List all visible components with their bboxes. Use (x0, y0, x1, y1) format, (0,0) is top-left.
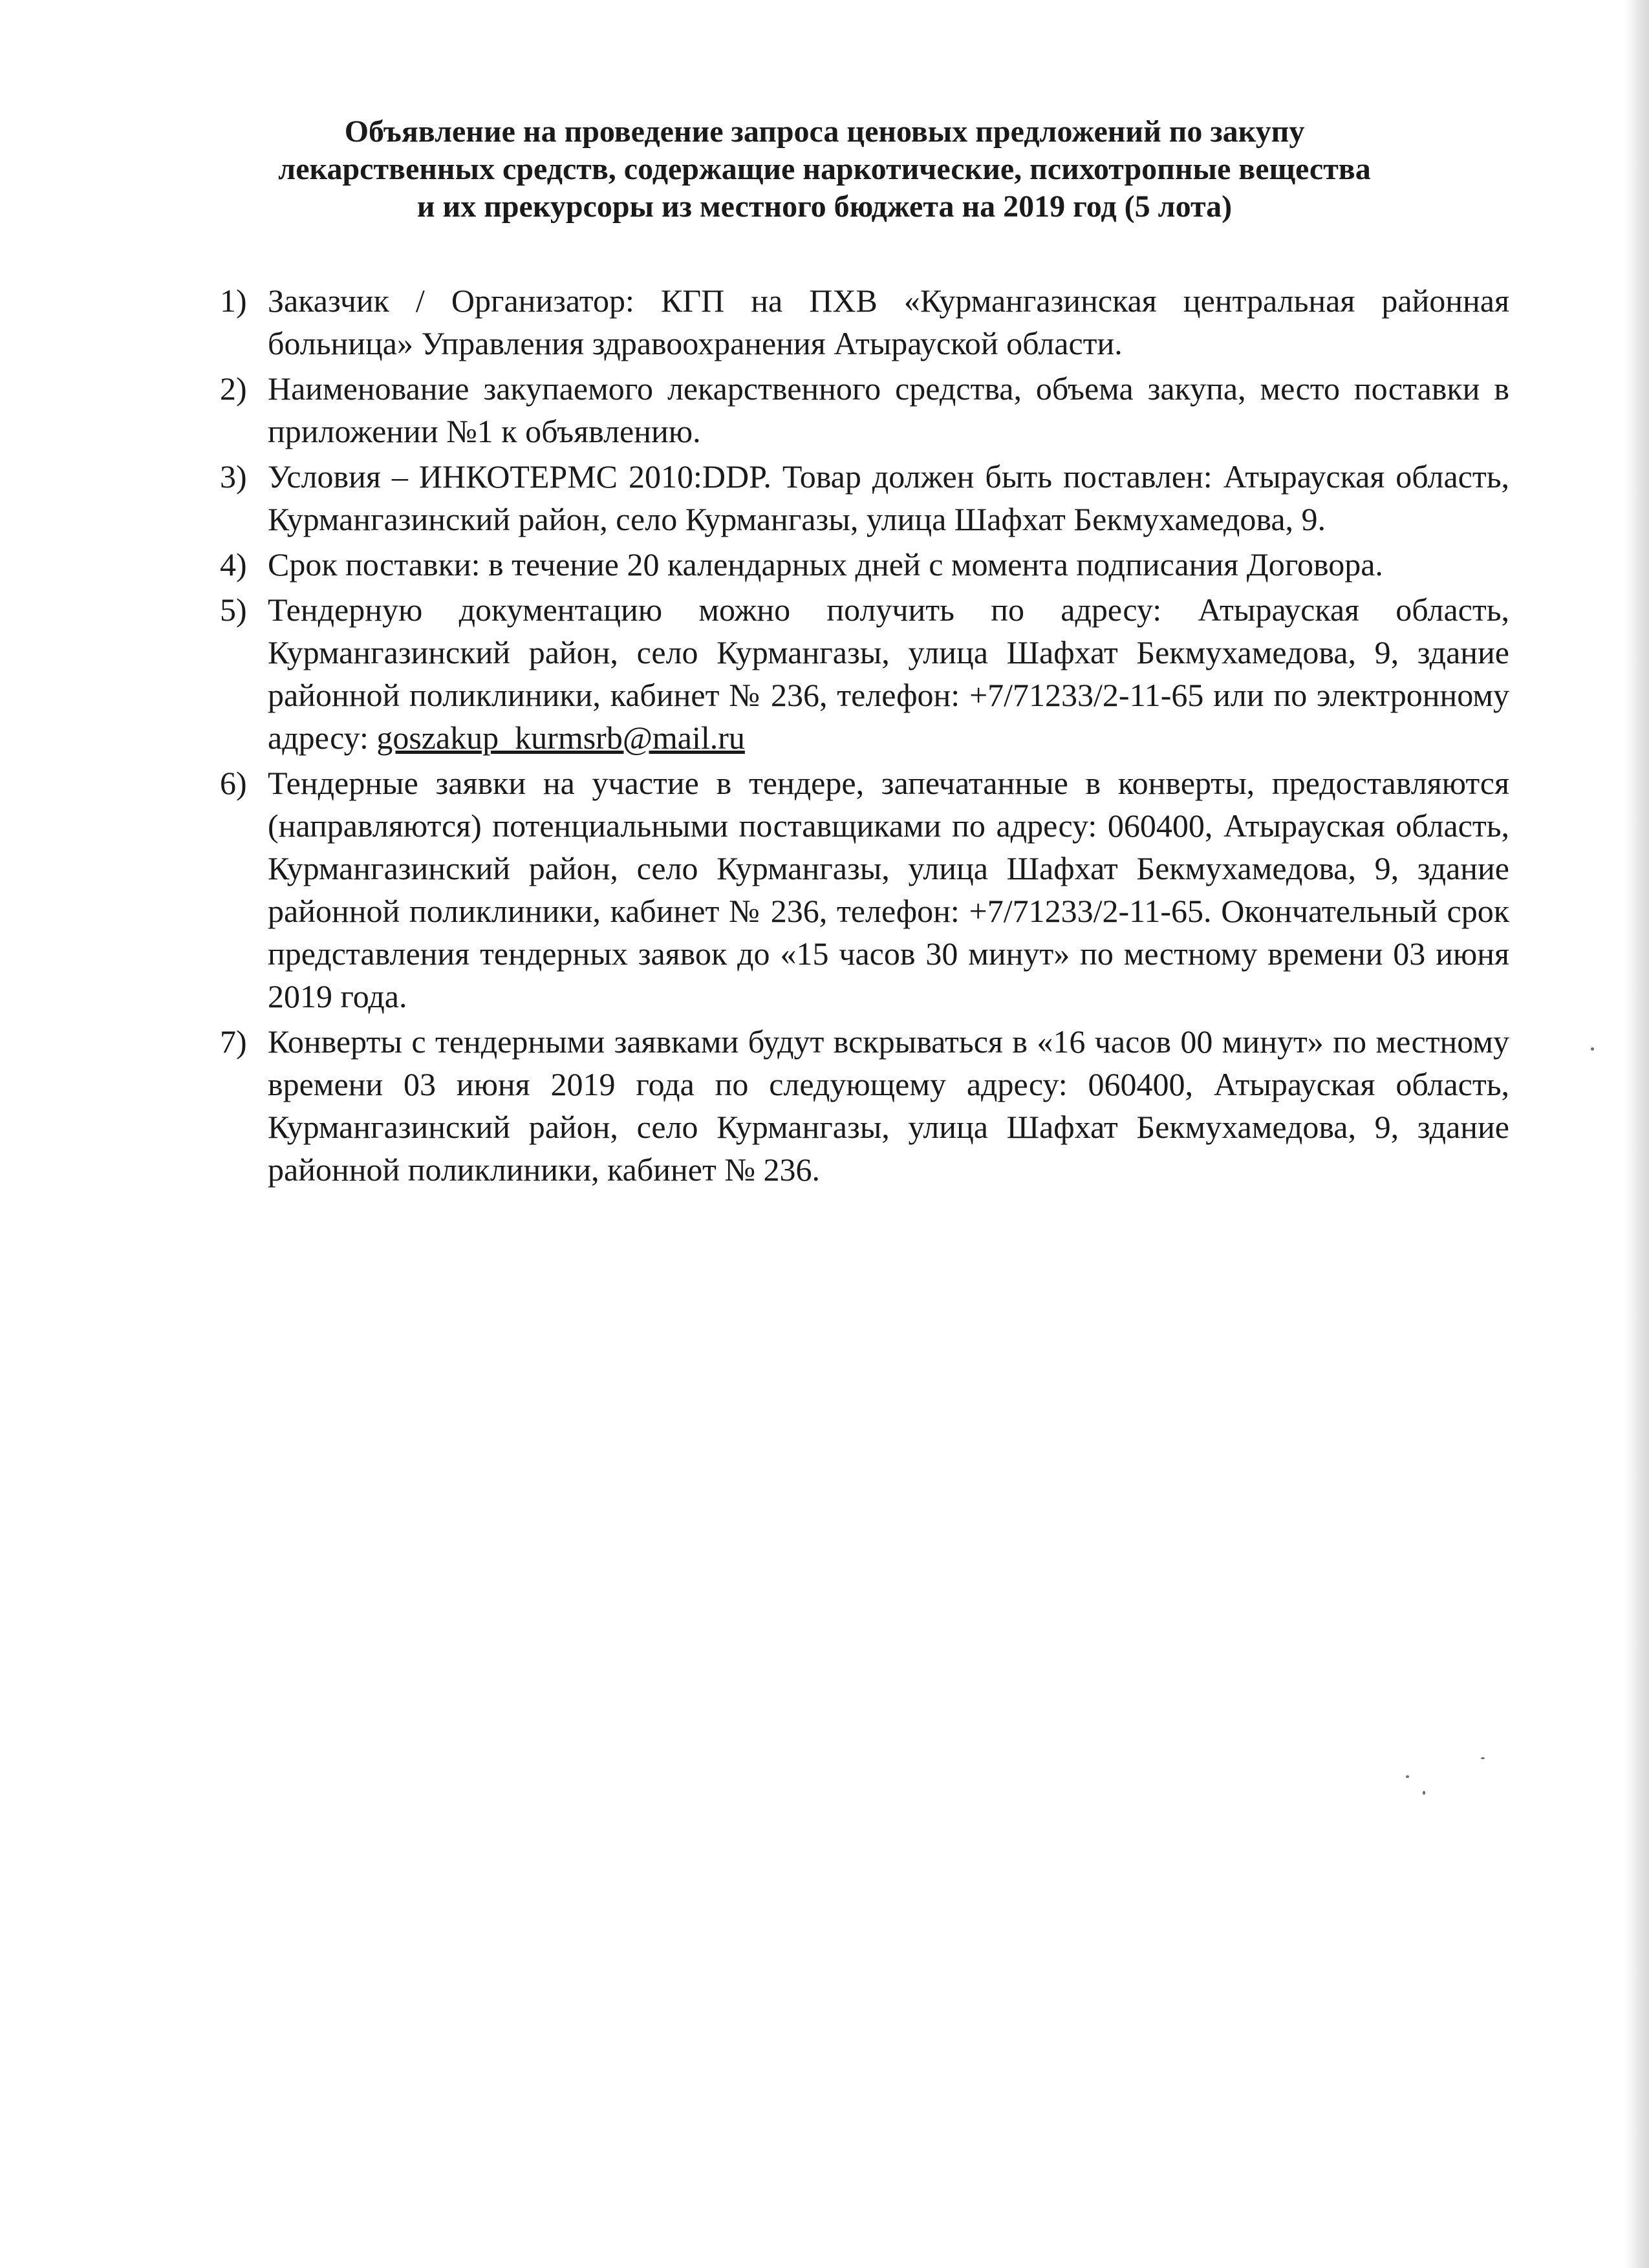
list-item-text: Условия – ИНКОТЕРМС 2010:DDP. Товар должен быть поставлен: Атырауская область, Курмангазинский район, село Курмангазы, улица Шафхат Бекмухамедова, 9. (268, 458, 1509, 537)
list-item-number: 7) (220, 1023, 247, 1060)
list-item-5 (220, 588, 1509, 759)
scan-speck (1591, 1047, 1594, 1051)
list-item-1 (220, 279, 1509, 365)
list-item-text: Заказчик / Организатор: КГП на ПХВ «Курмангазинская центральная районная больница» Управления здравоохранения Атырауской области. (268, 283, 1509, 361)
announcement-list (220, 279, 1509, 1193)
list-item-6 (220, 762, 1509, 1018)
list-item-number: 3) (220, 458, 247, 495)
list-item-2 (220, 367, 1509, 453)
list-item-number: 6) (220, 765, 247, 801)
list-item-number: 5) (220, 592, 247, 628)
email-link[interactable]: goszakup_kurmsrb@mail.ru (376, 720, 745, 756)
list-item-number: 1) (220, 283, 247, 319)
list-item-text: Тендерную документацию можно получить по адресу: Атырауская область, Курмангазинский район, село Курмангазы, улица Шафхат Бекмухамедова, 9, здание районной поликлиники, кабинет № 236, телефон: +7/71233/2-11-65 или по электронному адресу: (268, 592, 1509, 756)
list-item-text: Конверты с тендерными заявками будут вскрываться в «16 часов 00 минут» по местному времени 03 июня 2019 года по следующему адресу: 060400, Атырауская область, Курмангазинский район, село Курмангазы, улица Шафхат Бекмухамедова, 9, здание районной поликлиники, кабинет № 236. (268, 1023, 1509, 1188)
list-item-text: Тендерные заявки на участие в тендере, запечатанные в конверты, предоставляются (направляются) потенциальными поставщиками по адресу: 060400, Атырауская область, Курмангазинский район, село Курмангазы, улица Шафхат Бекмухамедова, 9, здание районной поликлиники, кабинет № 236, телефон: +7/71233/2-11-65. Окончательный срок представления тендерных заявок до «15 часов 30 минут» по местному времени 03 июня 2019 года. (268, 765, 1509, 1014)
list-item-3 (220, 455, 1509, 540)
document-title: Объявление на проведение запроса ценовых предложений по закупу лекарственных средств, содержащие наркотические, психотропные вещества и их прекурсоры из местного бюджета на 2019 год (5 лота) (278, 114, 1371, 224)
list-item-number: 4) (220, 546, 247, 583)
scan-edge-shadow (1623, 0, 1649, 2268)
list-item-4 (220, 543, 1509, 586)
scan-speck (1423, 1791, 1425, 1795)
list-item-text: Срок поставки: в течение 20 календарных дней с момента подписания Договора. (268, 546, 1383, 583)
list-item-7 (220, 1020, 1509, 1191)
list-item-number: 2) (220, 370, 247, 407)
scan-speck (1406, 1775, 1409, 1778)
scan-speck (1481, 1757, 1485, 1759)
list-item-text: Наименование закупаемого лекарственного средства, объема закупа, место поставки в приложении №1 к объявлению. (268, 370, 1509, 449)
